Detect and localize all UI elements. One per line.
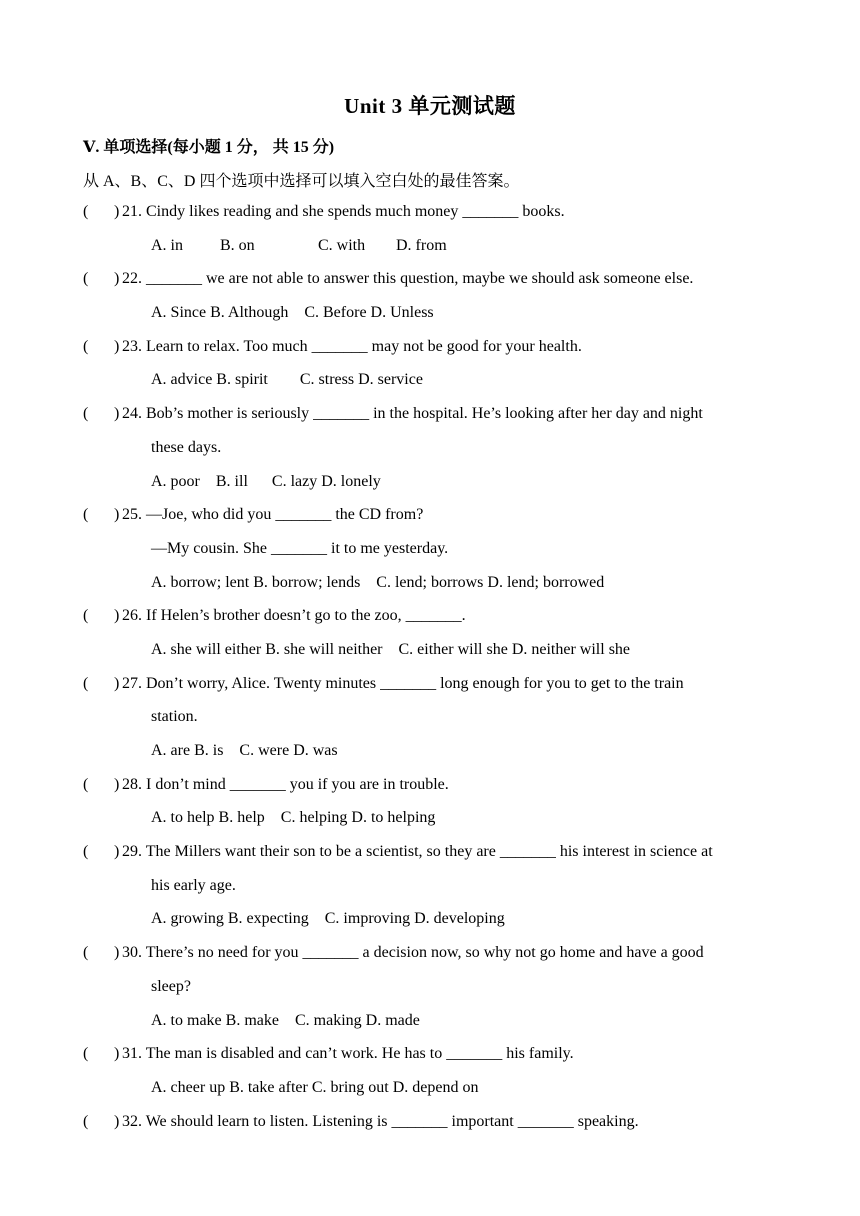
question-30-stem-continued — [0, 974, 860, 1008]
question-stem: 28. I don’t mind _______ you if you are in trouble. — [122, 775, 449, 793]
answer-blank-open: ( — [83, 203, 89, 220]
answer-blank-open: ( — [83, 506, 89, 524]
options-text: A. Since B. Although C. Before D. Unless — [151, 304, 434, 322]
question-stem-continued: sleep? — [151, 977, 191, 995]
question-stem: 25. —Joe, who did you _______ the CD from? — [122, 506, 424, 524]
question-stem-continued: his early age. — [151, 876, 236, 894]
answer-blank-close: ) — [114, 203, 120, 220]
answer-blank-close: ) — [114, 1112, 120, 1130]
question-stem: 29. The Millers want their son to be a scientist, so they are _______ his interest in science at — [122, 843, 713, 861]
question-24 — [0, 401, 860, 435]
options-text: A. borrow; lent B. borrow; lends C. lend; borrows D. lend; borrowed — [151, 573, 605, 591]
option-b: B. on — [220, 236, 255, 254]
question-stem: 21. Cindy likes reading and she spends much money _______ books. — [122, 203, 565, 220]
question-27-options — [0, 738, 860, 772]
answer-blank-close: ) — [114, 270, 120, 288]
question-24-options — [0, 469, 860, 503]
question-stem: 26. If Helen’s brother doesn’t go to the zoo, _______. — [122, 607, 466, 625]
page-title: Unit 3 单元测试题 — [344, 94, 516, 118]
question-stem: 32. We should learn to listen. Listening is _______ important _______ speaking. — [122, 1112, 639, 1130]
option-a: A. in — [151, 236, 183, 254]
options-text: A. to help B. help C. helping D. to helping — [151, 809, 436, 827]
question-31 — [0, 1041, 860, 1075]
options-text: A. advice B. spirit C. stress D. service — [151, 371, 423, 389]
options-text: A. to make B. make C. making D. made — [151, 1011, 420, 1029]
option-d: D. from — [396, 236, 447, 254]
section-instruction: 从 A、B、C、D 四个选项中选择可以填入空白处的最佳答案。 — [83, 173, 520, 190]
answer-blank-open: ( — [83, 775, 89, 793]
answer-blank-close: ) — [114, 775, 120, 793]
question-stem: 30. There’s no need for you _______ a decision now, so why not go home and have a good — [122, 944, 704, 962]
question-stem-continued: station. — [151, 708, 198, 726]
options-text: A. she will either B. she will neither C. either will she D. neither will she — [151, 640, 631, 658]
question-list — [0, 199, 860, 1142]
question-26-options — [0, 637, 860, 671]
answer-blank-open: ( — [83, 405, 89, 423]
question-27-stem-continued — [0, 704, 860, 738]
question-22-options — [0, 300, 860, 334]
options-text: A. growing B. expecting C. improving D. developing — [151, 910, 505, 928]
question-30-options — [0, 1008, 860, 1042]
question-21-options — [0, 233, 860, 267]
question-stem-continued: these days. — [151, 438, 222, 456]
answer-blank-open: ( — [83, 1112, 89, 1130]
question-stem: 31. The man is disabled and can’t work. He has to _______ his family. — [122, 1045, 574, 1063]
answer-blank-close: ) — [114, 337, 120, 355]
question-28 — [0, 772, 860, 806]
question-28-options — [0, 805, 860, 839]
answer-blank-open: ( — [83, 944, 89, 962]
section-heading: Ⅴ. 单项选择(每小题 1 分， 共 15 分) — [83, 139, 335, 156]
question-stem: 27. Don’t worry, Alice. Twenty minutes _______ long enough for you to get to the train — [122, 674, 684, 692]
options-text: A. poor B. ill C. lazy D. lonely — [151, 472, 381, 490]
answer-blank-close: ) — [114, 506, 120, 524]
answer-blank-open: ( — [83, 607, 89, 625]
question-32 — [0, 1109, 860, 1143]
answer-blank-open: ( — [83, 270, 89, 288]
question-stem: 22. _______ we are not able to answer this question, maybe we should ask someone else. — [122, 270, 694, 288]
question-30 — [0, 940, 860, 974]
question-23 — [0, 334, 860, 368]
question-26 — [0, 603, 860, 637]
question-stem: 23. Learn to relax. Too much _______ may not be good for your health. — [122, 337, 582, 355]
question-25-stem-continued — [0, 536, 860, 570]
question-25 — [0, 502, 860, 536]
question-23-options — [0, 367, 860, 401]
question-31-options — [0, 1075, 860, 1109]
question-22 — [0, 266, 860, 300]
question-stem: 24. Bob’s mother is seriously _______ in the hospital. He’s looking after her day and night — [122, 405, 703, 423]
answer-blank-open: ( — [83, 337, 89, 355]
options-text: A. cheer up B. take after C. bring out D. depend on — [151, 1078, 479, 1096]
question-25-options — [0, 570, 860, 604]
question-29-options — [0, 906, 860, 940]
question-27 — [0, 671, 860, 705]
question-stem-continued: —My cousin. She _______ it to me yesterday. — [151, 539, 449, 557]
answer-blank-close: ) — [114, 843, 120, 861]
options-text: A. are B. is C. were D. was — [151, 742, 338, 759]
answer-blank-open: ( — [83, 1045, 89, 1063]
question-29 — [0, 839, 860, 873]
question-24-stem-continued — [0, 435, 860, 469]
question-21 — [0, 199, 860, 233]
answer-blank-close: ) — [114, 944, 120, 962]
option-c: C. with — [318, 236, 366, 254]
answer-blank-close: ) — [114, 674, 120, 692]
answer-blank-close: ) — [114, 1045, 120, 1063]
question-29-stem-continued — [0, 873, 860, 907]
answer-blank-open: ( — [83, 674, 89, 692]
answer-blank-close: ) — [114, 405, 120, 423]
answer-blank-open: ( — [83, 843, 89, 861]
answer-blank-close: ) — [114, 607, 120, 625]
